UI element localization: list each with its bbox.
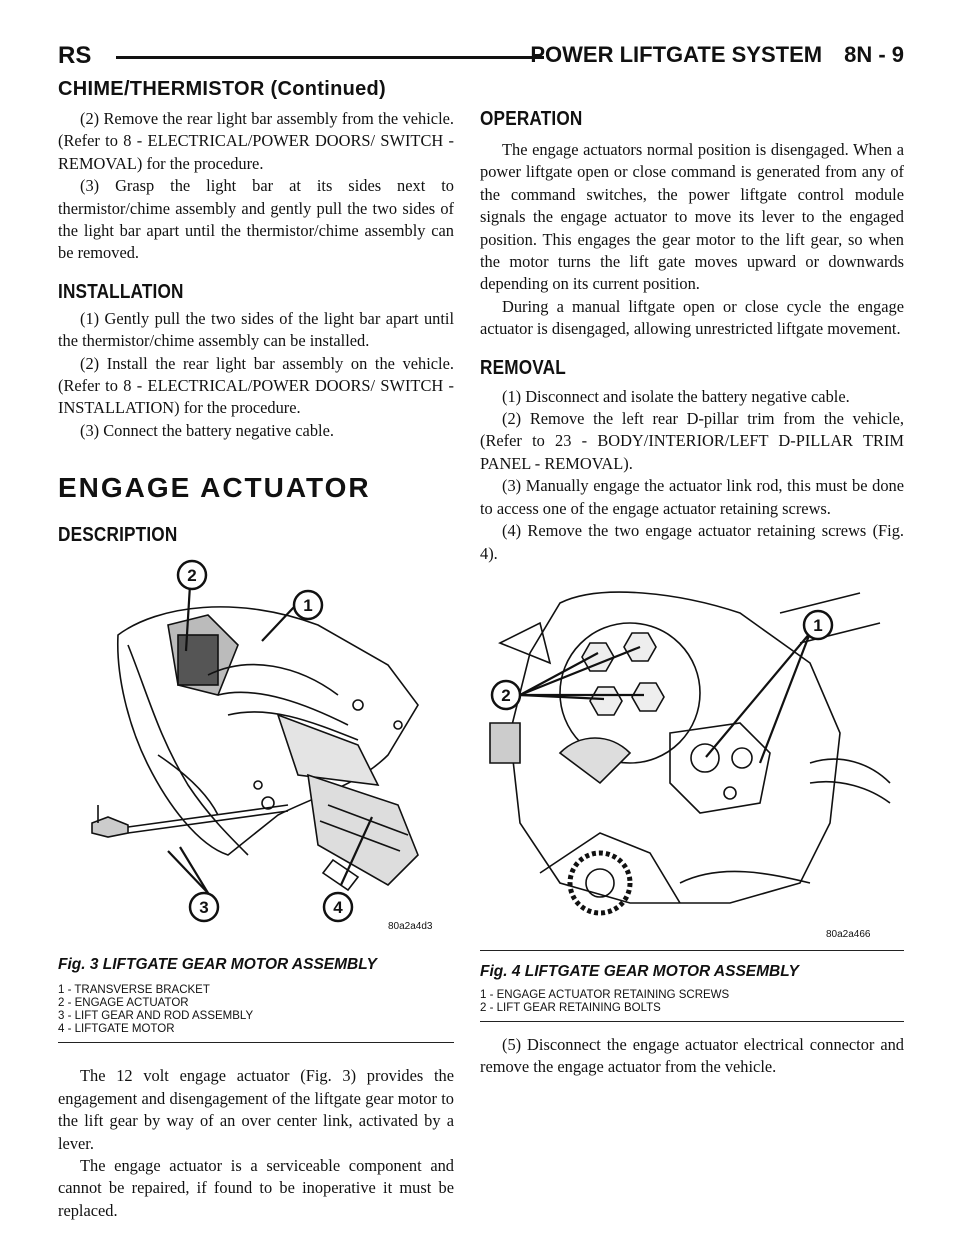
installation-step-1: (1) Gently pull the two sides of the light bar apart until the thermistor/chime assembly can be installed.: [58, 308, 454, 351]
fig4-callout-2: 2: [501, 685, 511, 705]
right-column: [480, 108, 904, 1079]
figure-3: [58, 555, 454, 1043]
removal-r-step-3: (3) Manually engage the actuator link rod, this must be done to access one of the engage actuator retaining screws.: [480, 476, 904, 518]
fig4-legend-item: 1 - ENGAGE ACTUATOR RETAINING SCREWS: [480, 988, 730, 1001]
figure-4-legend: [480, 989, 904, 1015]
removal-r-step-5: (5) Disconnect the engage actuator electrical connector and remove the engage actuator from the vehicle.: [480, 1034, 904, 1077]
removal-r-step-4: (4) Remove the two engage actuator retaining screws (Fig. 4).: [480, 521, 904, 563]
operation-para-1: The engage actuators normal position is disengaged. When a power liftgate open or close command is generated from any of the command switches, the power liftgate control module signals the engage actuator to move its lever to the engaged position. This engages the gear motor to the lift gear, so when the motor turns the lift gate moves upward or downwards depending on its current position.: [480, 140, 904, 294]
fig3-legend-item: 1 - TRANSVERSE BRACKET: [58, 984, 210, 997]
fig3-legend-item: 4 - LIFTGATE MOTOR: [58, 1023, 175, 1036]
figure-3-rule: [58, 1042, 454, 1043]
fig3-callout-4: 4: [333, 898, 343, 918]
description-para-2: The engage actuator is a serviceable component and cannot be repaired, if found to be inoperative it must be replaced.: [58, 1155, 454, 1220]
fig4-callout-1: 1: [813, 615, 823, 635]
page-header: [58, 42, 904, 76]
operation-para-2: During a manual liftgate open or close cycle the engage actuator is disengaged, allowing unrestricted liftgate movement.: [480, 296, 904, 339]
removal-heading: REMOVAL: [480, 356, 566, 379]
figure-4: [480, 583, 904, 1022]
fig4-legend-item: 2 - LIFT GEAR RETAINING BOLTS: [480, 1001, 661, 1014]
removal-r-step-1: (1) Disconnect and isolate the battery negative cable.: [502, 386, 850, 406]
removal-r-step-2: (2) Remove the left rear D-pillar trim from the vehicle, (Refer to 23 - BODY/INTERIOR/LEFT D-PILLAR TRIM PANEL - REMOVAL).: [480, 409, 904, 473]
header-vehicle-code: RS: [58, 42, 92, 69]
continued-title: CHIME/THERMISTOR (Continued): [58, 78, 386, 100]
figure-3-legend: [58, 984, 454, 1036]
header-page-number: 8N - 9: [844, 42, 904, 67]
description-heading: DESCRIPTION: [58, 524, 178, 547]
installation-step-3: (3) Connect the battery negative cable.: [80, 420, 334, 440]
description-para-1: The 12 volt engage actuator (Fig. 3) provides the engagement and disengagement of the liftgate gear motor to the lift gear by way of an over center link, activated by a lever.: [58, 1066, 454, 1153]
fig3-callout-1: 1: [303, 596, 313, 616]
figure-4-illustration: [480, 583, 904, 943]
removal-step-2: (2) Remove the rear light bar assembly from the vehicle. (Refer to 8 - ELECTRICAL/POWER DOORS/ SWITCH - REMOVAL) for the procedure.: [58, 109, 454, 173]
fig3-callout-3: 3: [199, 898, 209, 918]
fig3-legend-item: 3 - LIFT GEAR AND ROD ASSEMBLY: [58, 1010, 254, 1023]
fig3-code: 80a2a4d3: [388, 921, 433, 933]
installation-heading: INSTALLATION: [58, 280, 184, 303]
operation-heading: OPERATION: [480, 108, 583, 130]
header-section-title: POWER LIFTGATE SYSTEM: [530, 42, 823, 67]
header-section: [530, 42, 904, 68]
engage-actuator-heading: ENGAGE ACTUATOR: [58, 472, 371, 504]
figure-3-illustration: [58, 555, 454, 945]
installation-step-2: (2) Install the rear light bar assembly on the vehicle. (Refer to 8 - ELECTRICAL/POWER DOORS/ SWITCH - INSTALLATION) for the procedure.: [58, 353, 454, 418]
figure-3-title: Fig. 3 LIFTGATE GEAR MOTOR ASSEMBLY: [58, 956, 377, 974]
figure-4-rule: [480, 1021, 904, 1022]
fig4-code: 80a2a466: [826, 928, 871, 940]
left-column: [58, 108, 454, 1222]
header-rule: [116, 56, 544, 59]
fig3-legend-item: 2 - ENGAGE ACTUATOR: [58, 997, 189, 1010]
figure-4-top-rule: [480, 950, 904, 951]
removal-step-3: (3) Grasp the light bar at its sides next to thermistor/chime assembly and gently pull the two sides of the light bar apart until the thermistor/chime assembly can be removed.: [58, 176, 454, 263]
figure-4-title: Fig. 4 LIFTGATE GEAR MOTOR ASSEMBLY: [480, 962, 799, 980]
fig3-callout-2: 2: [187, 566, 197, 586]
